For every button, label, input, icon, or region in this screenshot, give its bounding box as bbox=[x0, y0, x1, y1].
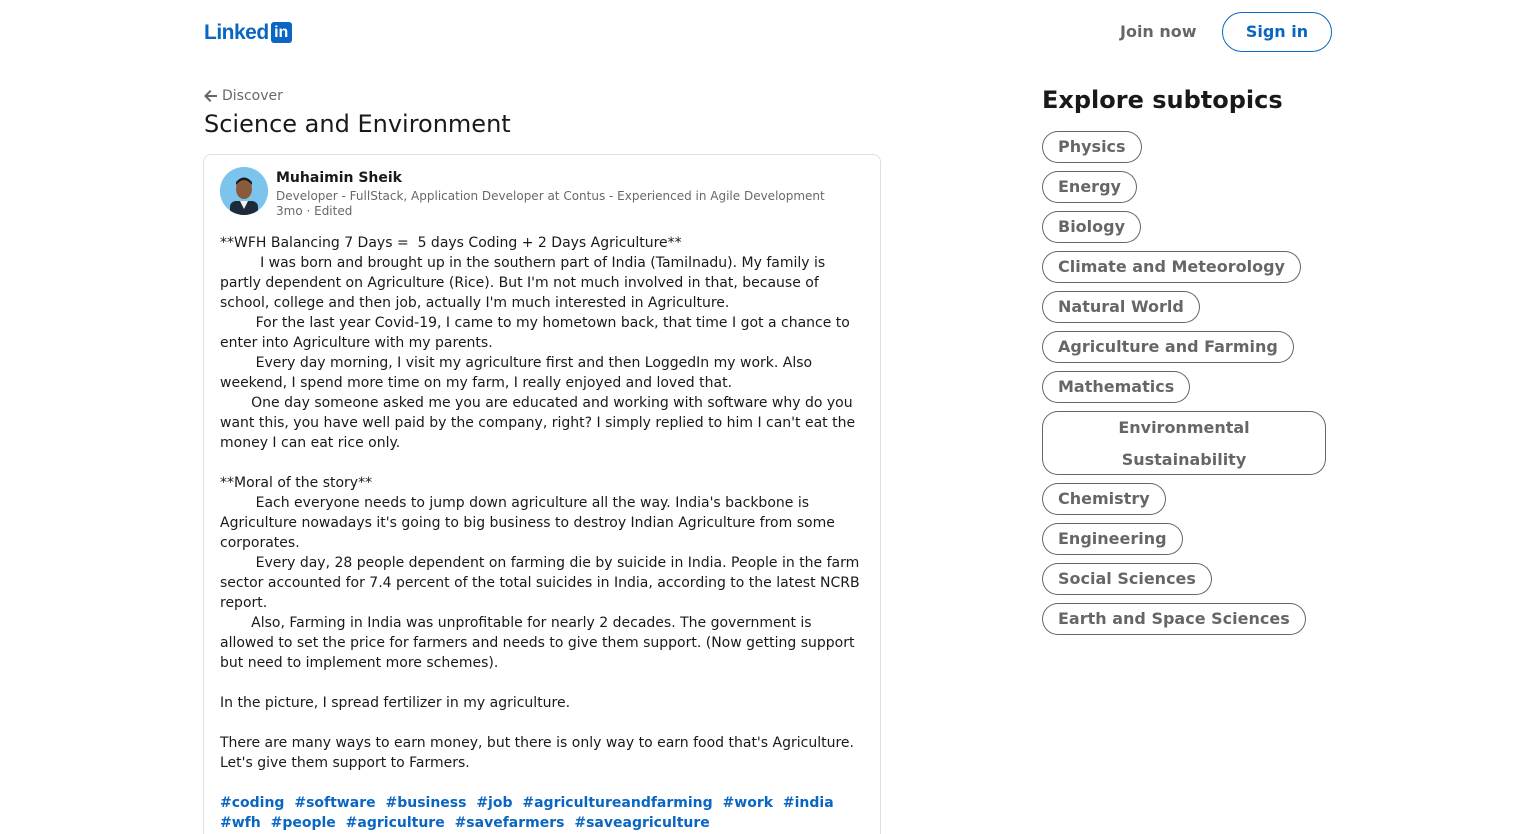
post-paragraph: **Moral of the story** bbox=[220, 475, 373, 491]
post-paragraph bbox=[220, 713, 866, 733]
subtopic-pill-mathematics[interactable]: Mathematics bbox=[1042, 371, 1190, 403]
logo-in-box: in bbox=[271, 22, 292, 43]
hashtag-link[interactable]: #coding bbox=[220, 795, 285, 811]
post-body bbox=[220, 233, 866, 833]
hashtag-link[interactable]: #business bbox=[385, 795, 467, 811]
post-card bbox=[203, 154, 881, 834]
subtopic-pill-biology[interactable]: Biology bbox=[1042, 211, 1141, 243]
hashtag-link[interactable]: #job bbox=[476, 795, 513, 811]
post-paragraph: Every day morning, I visit my agriculture first and then LoggedIn my work. Also weekend, I spend more time on my farm, I really enjoyed and loved that. bbox=[220, 355, 817, 391]
post-timestamp: 3mo · Edited bbox=[276, 204, 353, 218]
post-hashtags bbox=[220, 793, 866, 833]
subtopic-pill-earth-and-space-sciences[interactable]: Earth and Space Sciences bbox=[1042, 603, 1306, 635]
hashtag-link[interactable]: #agricultureandfarming bbox=[522, 795, 713, 811]
hashtag-link[interactable]: #wfh bbox=[220, 815, 261, 831]
logo-wordmark: Linked bbox=[204, 21, 269, 44]
subtopic-pill-natural-world[interactable]: Natural World bbox=[1042, 291, 1200, 323]
post-paragraph: **WFH Balancing 7 Days = 5 days Coding + 2 Days Agriculture** bbox=[220, 235, 682, 251]
linkedin-logo[interactable] bbox=[204, 22, 292, 43]
join-now-button[interactable]: Join now bbox=[1120, 22, 1197, 41]
hashtag-link[interactable]: #work bbox=[722, 795, 774, 811]
author-avatar[interactable] bbox=[220, 167, 268, 215]
author-name[interactable]: Muhaimin Sheik bbox=[276, 170, 402, 186]
post-paragraph bbox=[220, 673, 866, 693]
hashtag-link[interactable]: #agriculture bbox=[345, 815, 445, 831]
discover-back-link[interactable] bbox=[204, 88, 283, 104]
subtopic-pill-engineering[interactable]: Engineering bbox=[1042, 523, 1183, 555]
subtopics-title: Explore subtopics bbox=[1042, 86, 1283, 114]
post-paragraph: One day someone asked me you are educated and working with software why do you want this, you have well paid by the company, right? I simply replied to him I can't eat the money I can eat rice only. bbox=[220, 395, 860, 451]
subtopic-pill-climate-and-meteorology[interactable]: Climate and Meteorology bbox=[1042, 251, 1301, 283]
subtopics-list bbox=[1042, 131, 1332, 635]
top-nav bbox=[0, 0, 1536, 64]
page-title: Science and Environment bbox=[204, 110, 511, 138]
arrow-left-icon bbox=[204, 89, 218, 103]
hashtag-link[interactable]: #saveagriculture bbox=[574, 815, 710, 831]
post-paragraph: For the last year Covid-19, I came to my hometown back, that time I got a chance to enter into Agriculture with my parents. bbox=[220, 315, 855, 351]
subtopic-pill-energy[interactable]: Energy bbox=[1042, 171, 1137, 203]
post-paragraph: In the picture, I spread fertilizer in my agriculture. bbox=[220, 695, 571, 711]
post-paragraph: Each everyone needs to jump down agriculture all the way. India's backbone is Agriculture nowadays it's going to big business to destroy Indian Agriculture from some corporates. bbox=[220, 495, 840, 551]
discover-label: Discover bbox=[222, 88, 283, 104]
author-headline: Developer - FullStack, Application Developer at Contus - Experienced in Agile Development bbox=[276, 189, 825, 203]
post-paragraph: Also, Farming in India was unprofitable for nearly 2 decades. The government is allowed to set the price for farmers and needs to give them support. (Now getting support but need to implement more schemes). bbox=[220, 615, 859, 671]
post-paragraph: Every day, 28 people dependent on farming die by suicide in India. People in the farm sector accounted for 7.4 percent of the total suicides in India, according to the latest NCRB report. bbox=[220, 555, 865, 611]
subtopic-pill-agriculture-and-farming[interactable]: Agriculture and Farming bbox=[1042, 331, 1294, 363]
post-text bbox=[220, 233, 866, 773]
post-paragraph bbox=[220, 453, 866, 473]
subtopic-pill-physics[interactable]: Physics bbox=[1042, 131, 1142, 163]
post-paragraph: I was born and brought up in the southern part of India (Tamilnadu). My family is partly dependent on Agriculture (Rice). But I'm not much involved in that, because of school, college and then job, actually I'm much interested in Agriculture. bbox=[220, 255, 830, 311]
subtopic-pill-environmental-sustainability[interactable]: Environmental Sustainability bbox=[1042, 411, 1326, 475]
hashtag-link[interactable]: #software bbox=[294, 795, 376, 811]
subtopic-pill-chemistry[interactable]: Chemistry bbox=[1042, 483, 1166, 515]
subtopic-pill-social-sciences[interactable]: Social Sciences bbox=[1042, 563, 1212, 595]
post-paragraph: There are many ways to earn money, but there is only way to earn food that's Agriculture. Let's give them support to Farmers. bbox=[220, 735, 859, 771]
sign-in-button[interactable]: Sign in bbox=[1222, 12, 1332, 52]
hashtag-link[interactable]: #india bbox=[782, 795, 834, 811]
hashtag-link[interactable]: #savefarmers bbox=[454, 815, 565, 831]
hashtag-link[interactable]: #people bbox=[270, 815, 336, 831]
